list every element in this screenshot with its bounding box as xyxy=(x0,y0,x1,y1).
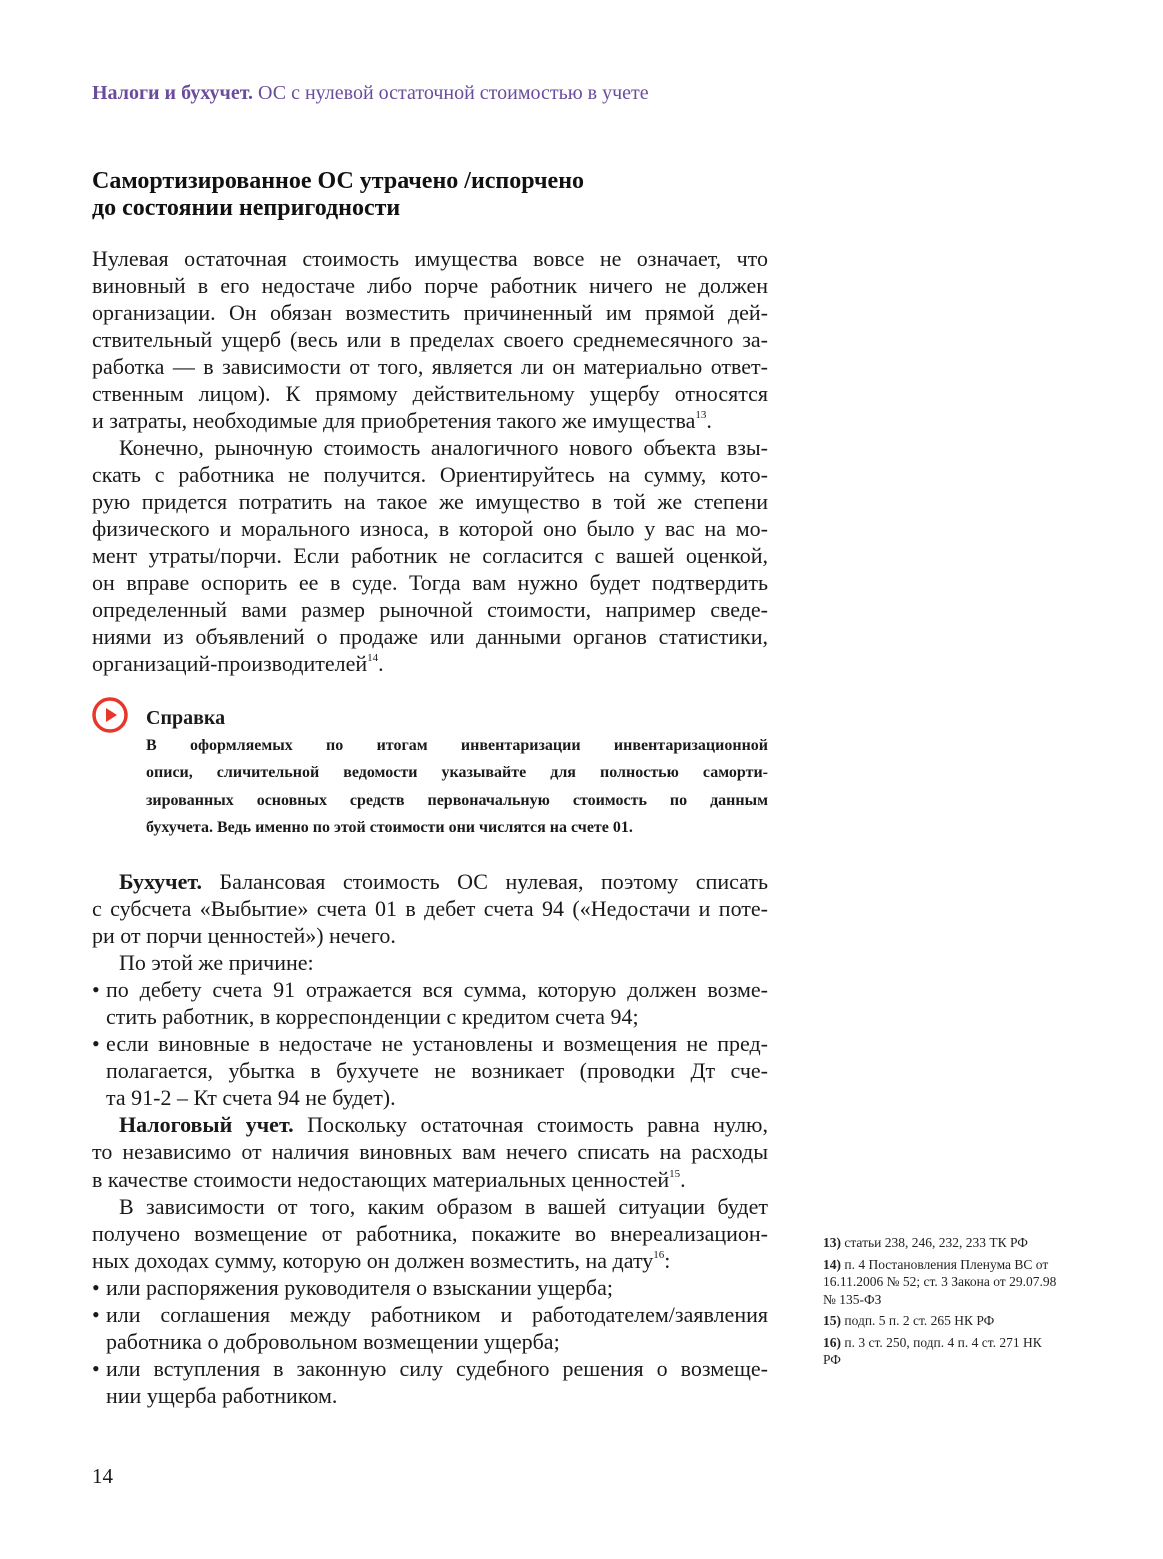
footnote-text: статьи 238, 246, 232, 233 ТК РФ xyxy=(841,1235,1028,1250)
line-text: в качестве стоимости недостающих материальных ценностей xyxy=(92,1166,670,1192)
text-line xyxy=(146,814,768,841)
footnote-ref: 14 xyxy=(367,652,379,664)
running-header xyxy=(92,82,649,105)
header-section: Налоги и бухучет. xyxy=(92,82,254,104)
line-text: зированных основных средств первоначальную стоимость по данным xyxy=(146,791,768,809)
line-tail: : xyxy=(664,1247,671,1273)
footnote xyxy=(823,1334,1063,1369)
footnote-text: подп. 5 п. 2 ст. 265 НК РФ xyxy=(841,1313,995,1328)
line-text: Конечно, рыночную стоимость аналогичного нового объекта взы- xyxy=(119,435,768,460)
text-line xyxy=(92,515,768,542)
line-text: определенный вами размер рыночной стоимости, например сведе- xyxy=(92,597,768,622)
footnote-ref: 16 xyxy=(653,1248,665,1261)
line-text: физического и морального износа, в которой оно было у вас на мо- xyxy=(92,516,768,541)
text-line xyxy=(92,299,768,326)
bullet-line xyxy=(92,1301,768,1328)
note-title: Справка xyxy=(146,707,226,729)
text-line xyxy=(92,1057,768,1084)
line-text: виновный в его недостаче либо порче работник ничего не должен xyxy=(92,273,768,298)
line-text: или соглашения между работником и работодателем/заявления xyxy=(106,1301,768,1327)
note-body xyxy=(146,732,768,842)
text-line xyxy=(146,732,768,759)
footnote-number: 16) xyxy=(823,1334,841,1350)
footnote xyxy=(823,1312,1063,1330)
line-text: работка — в зависимости от того, является ли он материально ответ- xyxy=(92,354,768,379)
line-text: мент утраты/порчи. Если работник не согласится с вашей оценкой, xyxy=(92,543,768,568)
footnotes xyxy=(823,1234,1063,1373)
line-text: по дебету счета 91 отражается вся сумма, которую должен возме- xyxy=(106,977,768,1003)
text-line xyxy=(146,759,768,786)
bullet-line xyxy=(92,1274,768,1301)
text-line xyxy=(92,272,768,299)
footnote-ref: 13 xyxy=(695,409,707,421)
line-text: организаций-производителей xyxy=(92,651,368,676)
line-text: ниями из объявлений о продаже или данными органов статистики, xyxy=(92,624,768,649)
text-line xyxy=(92,949,768,976)
lead-in: Налоговый учет. xyxy=(119,1112,294,1138)
body-text-top xyxy=(92,245,768,677)
footnote-text: п. 3 ст. 250, подп. 4 п. 4 ст. 271 НК РФ xyxy=(823,1334,1042,1367)
text-line xyxy=(92,461,768,488)
line-text: описи, сличительной ведомости указывайте для полностью саморти- xyxy=(146,764,768,782)
line-text: ствительный ущерб (весь или в пределах своего среднемесячного за- xyxy=(92,327,768,352)
body-text-bottom xyxy=(92,868,768,1409)
text-line xyxy=(92,1193,768,1220)
text-line xyxy=(92,1111,768,1138)
text-line xyxy=(92,326,768,353)
line-text: Поскольку остаточная стоимость равна нулю, xyxy=(293,1112,768,1138)
text-line xyxy=(92,353,768,380)
line-text: Нулевая остаточная стоимость имущества вовсе не означает, что xyxy=(92,246,768,271)
text-line xyxy=(92,380,768,407)
text-line xyxy=(92,596,768,623)
footnote xyxy=(823,1256,1063,1309)
play-icon xyxy=(92,697,128,733)
page-number: 14 xyxy=(92,1464,113,1488)
text-line xyxy=(92,488,768,515)
text-line xyxy=(92,1220,768,1247)
footnote-ref: 15 xyxy=(669,1167,681,1180)
line-text: По этой же причине: xyxy=(119,950,314,976)
text-line xyxy=(92,407,768,434)
text-line xyxy=(92,650,768,677)
line-text: то независимо от наличия виновных вам нечего списать на расходы xyxy=(92,1139,768,1165)
text-line xyxy=(92,922,768,949)
section-title-line: Самортизированное ОС утрачено /испорчено xyxy=(92,168,585,194)
footnote-number: 14) xyxy=(823,1256,841,1272)
text-line xyxy=(92,1382,768,1409)
line-text: рую придется потратить на такое же имущество в той же степени xyxy=(92,489,768,514)
footnote xyxy=(823,1234,1063,1252)
text-line xyxy=(92,1328,768,1355)
line-text: если виновные в недостаче не установлены и возмещения не пред- xyxy=(106,1031,768,1057)
bullet-line xyxy=(92,976,768,1003)
line-tail: . xyxy=(378,651,384,676)
line-text: получено возмещение от работника, покажите во внереализацион- xyxy=(92,1220,768,1246)
text-line xyxy=(92,1003,768,1030)
line-text: организации. Он обязан возместить причиненный им прямой дей- xyxy=(92,300,768,325)
text-line xyxy=(92,434,768,461)
text-line xyxy=(92,1084,768,1111)
text-line xyxy=(92,1138,768,1165)
line-text: и затраты, необходимые для приобретения такого же имущества xyxy=(92,408,696,433)
text-line xyxy=(92,542,768,569)
line-tail: . xyxy=(680,1166,686,1192)
text-line xyxy=(92,1247,768,1274)
line-text: В оформляемых по итогам инвентаризации инвентаризационной xyxy=(146,737,768,754)
line-text: В зависимости от того, каким образом в вашей ситуации будет xyxy=(119,1193,768,1219)
section-title xyxy=(92,168,792,222)
line-text: та 91-2 – Кт счета 94 не будет). xyxy=(106,1085,396,1111)
text-line xyxy=(92,895,768,922)
text-line xyxy=(92,868,768,895)
line-text: полагается, убытка в бухучете не возникает (проводки Дт сче- xyxy=(106,1058,768,1084)
bullet-line xyxy=(92,1030,768,1057)
line-text: ных доходах сумму, которую он должен возместить, на дату xyxy=(92,1247,654,1273)
line-text: или распоряжения руководителя о взыскании ущерба; xyxy=(106,1274,613,1300)
line-text: с субсчета «Выбытие» счета 01 в дебет счета 94 («Недостачи и поте- xyxy=(92,896,768,922)
footnote-text: п. 4 Постановления Пленума ВС от 16.11.2006 № 52; ст. 3 Закона от 29.07.98 № 135-ФЗ xyxy=(823,1256,1057,1307)
header-topic: ОС с нулевой остаточной стоимостью в учете xyxy=(258,82,649,104)
line-tail: . xyxy=(706,408,712,433)
line-text: ственным лицом). К прямому действительному ущербу относятся xyxy=(92,381,768,406)
text-line xyxy=(92,569,768,596)
line-text: скать с работника не получится. Ориентируйтесь на сумму, кото- xyxy=(92,462,768,487)
line-text: Балансовая стоимость ОС нулевая, поэтому списать xyxy=(201,869,768,894)
line-text: работника о добровольном возмещении ущерба; xyxy=(106,1328,560,1354)
line-text: или вступления в законную силу судебного решения о возмеще- xyxy=(106,1355,768,1381)
footnote-number: 13) xyxy=(823,1235,841,1250)
lead-in: Бухучет. xyxy=(119,869,202,894)
line-text: ри от порчи ценностей») нечего. xyxy=(92,923,396,949)
footnote-number: 15) xyxy=(823,1313,841,1328)
text-line xyxy=(92,623,768,650)
text-line xyxy=(92,1166,768,1193)
line-text: бухучета. Ведь именно по этой стоимости они числятся на счете 01. xyxy=(146,819,633,837)
text-line xyxy=(92,245,768,272)
line-text: он вправе оспорить ее в суде. Тогда вам нужно будет подтвердить xyxy=(92,570,768,595)
line-text: стить работник, в корреспонденции с кредитом счета 94; xyxy=(106,1004,639,1030)
line-text: нии ущерба работником. xyxy=(106,1382,338,1408)
text-line xyxy=(146,787,768,814)
section-title-line: до состоянии непригодности xyxy=(92,195,401,221)
bullet-line xyxy=(92,1355,768,1382)
